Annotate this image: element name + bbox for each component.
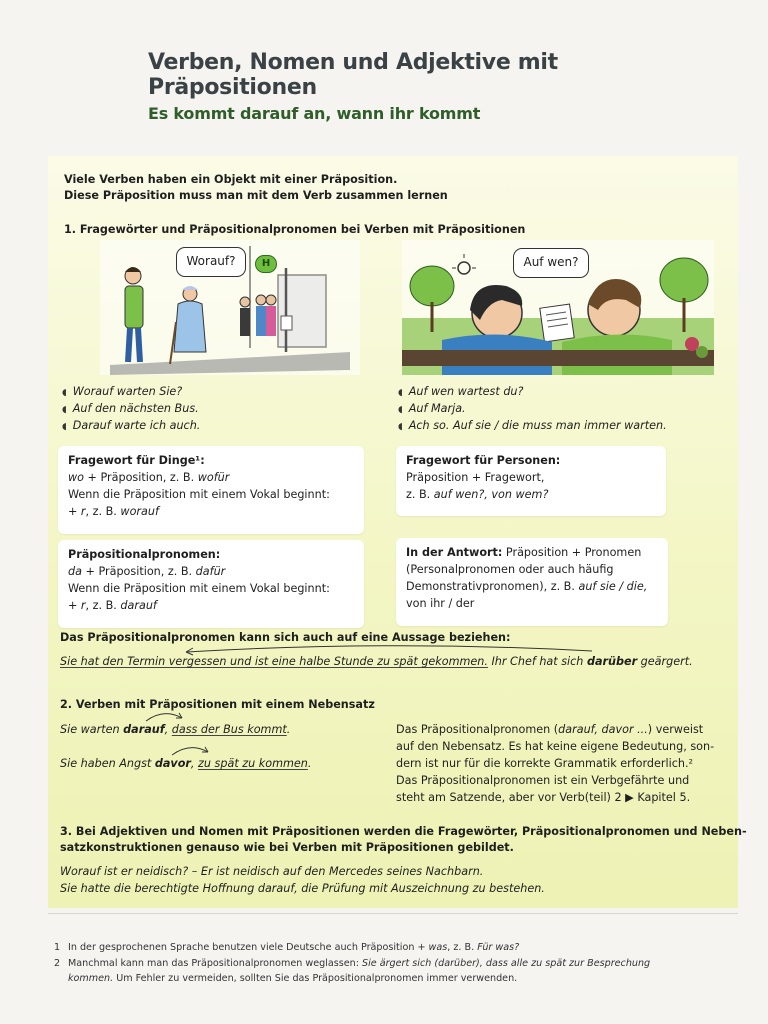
section-2-example-1: Sie warten darauf, dass der Bus kommt.: [60, 723, 291, 736]
bus-stop-sign-icon: H: [255, 255, 277, 273]
section-3-example-1: Worauf ist er neidisch? – Er ist neidisch auf den Mercedes seines Nachbarn.: [60, 865, 484, 878]
card-answer-line-4: von ihr / der: [406, 597, 475, 610]
speech-bubble-right: Auf wen?: [513, 248, 589, 278]
card-things-title: Fragewort für Dinge¹:: [68, 454, 205, 467]
card-things-line-3: + r, z. B. worauf: [68, 505, 159, 518]
section-2-heading: 2. Verben mit Präpositionen mit einem Nebensatz: [60, 698, 375, 711]
footnote-divider: [48, 913, 738, 914]
card-persons-line-2: z. B. auf wen?, von wem?: [406, 488, 549, 501]
chapter-link: ▶ Kapitel 5.: [625, 791, 691, 804]
link-arrow-2-icon: [170, 744, 214, 756]
card-question-word-things: [58, 446, 364, 534]
card-pronoun-line-2: Wenn die Präposition mit einem Vokal beginnt:: [68, 582, 330, 595]
intro-line-1: Viele Verben haben ein Objekt mit einer Präposition.: [64, 173, 398, 186]
card-prepositional-pronoun: [58, 540, 364, 628]
right-dialog-line-2: ◖ Auf Marja.: [398, 401, 466, 418]
section-2-example-2: Sie haben Angst davor, zu spät zu kommen.: [60, 757, 312, 770]
left-dialog-line-3: ◖ Darauf warte ich auch.: [62, 418, 200, 435]
card-pronoun-title: Präpositionalpronomen:: [68, 548, 221, 561]
statement-heading: Das Präpositionalpronomen kann sich auch auf eine Aussage beziehen:: [60, 631, 511, 644]
card-answer-line-3: Demonstrativpronomen), z. B. auf sie / die,: [406, 580, 648, 593]
intro-line-2: Diese Präposition muss man mit dem Verb zusammen lernen: [64, 189, 448, 202]
statement-example: Sie hat den Termin vergessen und ist eine halbe Stunde zu spät gekommen. Ihr Chef hat sich darüber geärgert.: [60, 655, 693, 668]
section-3-heading-line-2: satzkonstruktionen genauso wie bei Verben mit Präpositionen gebildet.: [60, 841, 514, 854]
card-things-line-1: wo + Präposition, z. B. wofür: [68, 471, 230, 484]
right-dialog-line-3: ◖ Ach so. Auf sie / die muss man immer warten.: [398, 418, 667, 435]
footnote-2: 2 Manchmal kann man das Präpositionalpronomen weglassen: Sie ärgert sich (darüber), dass alle zu spät zur Besprechung: [54, 958, 651, 969]
card-answer-line-1: In der Antwort: Präposition + Pronomen: [406, 546, 642, 559]
section-2-explanation-4: Das Präpositionalpronomen ist ein Verbgefährte und: [396, 774, 690, 787]
section-1-heading: 1. Fragewörter und Präpositionalpronomen bei Verben mit Präpositionen: [64, 223, 526, 236]
page-subtitle: Es kommt darauf an, wann ihr kommt: [148, 104, 481, 123]
section-2-explanation-2: auf den Nebensatz. Es hat keine eigene Bedeutung, son-: [396, 740, 715, 753]
section-2-explanation-3: dern ist nur für die korrekte Grammatik erforderlich.²: [396, 757, 694, 770]
card-answer: [396, 538, 668, 626]
statement-underlined: Sie hat den Termin vergessen und ist eine halbe Stunde zu spät gekommen.: [60, 655, 488, 668]
section-2-explanation-5: steht am Satzende, aber vor Verb(teil) 2 ▶ Kapitel 5.: [396, 791, 691, 804]
right-dialog-line-1: ◖ Auf wen wartest du?: [398, 384, 523, 401]
section-3-heading-line-1: 3. Bei Adjektiven und Nomen mit Präpositionen werden die Fragewörter, Präpositionalpronomen und Neben-: [60, 825, 747, 838]
card-things-line-2: Wenn die Präposition mit einem Vokal beginnt:: [68, 488, 330, 501]
card-persons-line-1: Präposition + Fragewort,: [406, 471, 545, 484]
footnote-1: 1 In der gesprochenen Sprache benutzen viele Deutsche auch Präposition + was, z. B. Für was?: [54, 942, 520, 953]
speech-bubble-left: Worauf?: [176, 247, 246, 277]
link-arrow-1-icon: [144, 710, 188, 722]
left-dialog-line-2: ◖ Auf den nächsten Bus.: [62, 401, 199, 418]
card-pronoun-line-3: + r, z. B. darauf: [68, 599, 157, 612]
card-persons-title: Fragewort für Personen:: [406, 454, 561, 467]
title-line-2: Präpositionen: [148, 75, 317, 100]
page-title: [148, 50, 558, 100]
card-question-word-persons: [396, 446, 666, 516]
title-line-1: Verben, Nomen und Adjektive mit: [148, 50, 558, 75]
left-dialog-line-1: ◖ Worauf warten Sie?: [62, 384, 182, 401]
section-2-explanation-1: Das Präpositionalpronomen (darauf, davor ...) verweist: [396, 723, 704, 736]
section-3-example-2: Sie hatte die berechtigte Hoffnung darauf, die Prüfung mit Auszeichnung zu bestehen.: [60, 882, 545, 895]
card-answer-line-2: (Personalpronomen oder auch häufig: [406, 563, 614, 576]
footnote-2-continued: kommen. Um Fehler zu vermeiden, sollten Sie das Präpositionalpronomen immer verwenden.: [68, 973, 518, 984]
card-pronoun-line-1: da + Präposition, z. B. dafür: [68, 565, 226, 578]
